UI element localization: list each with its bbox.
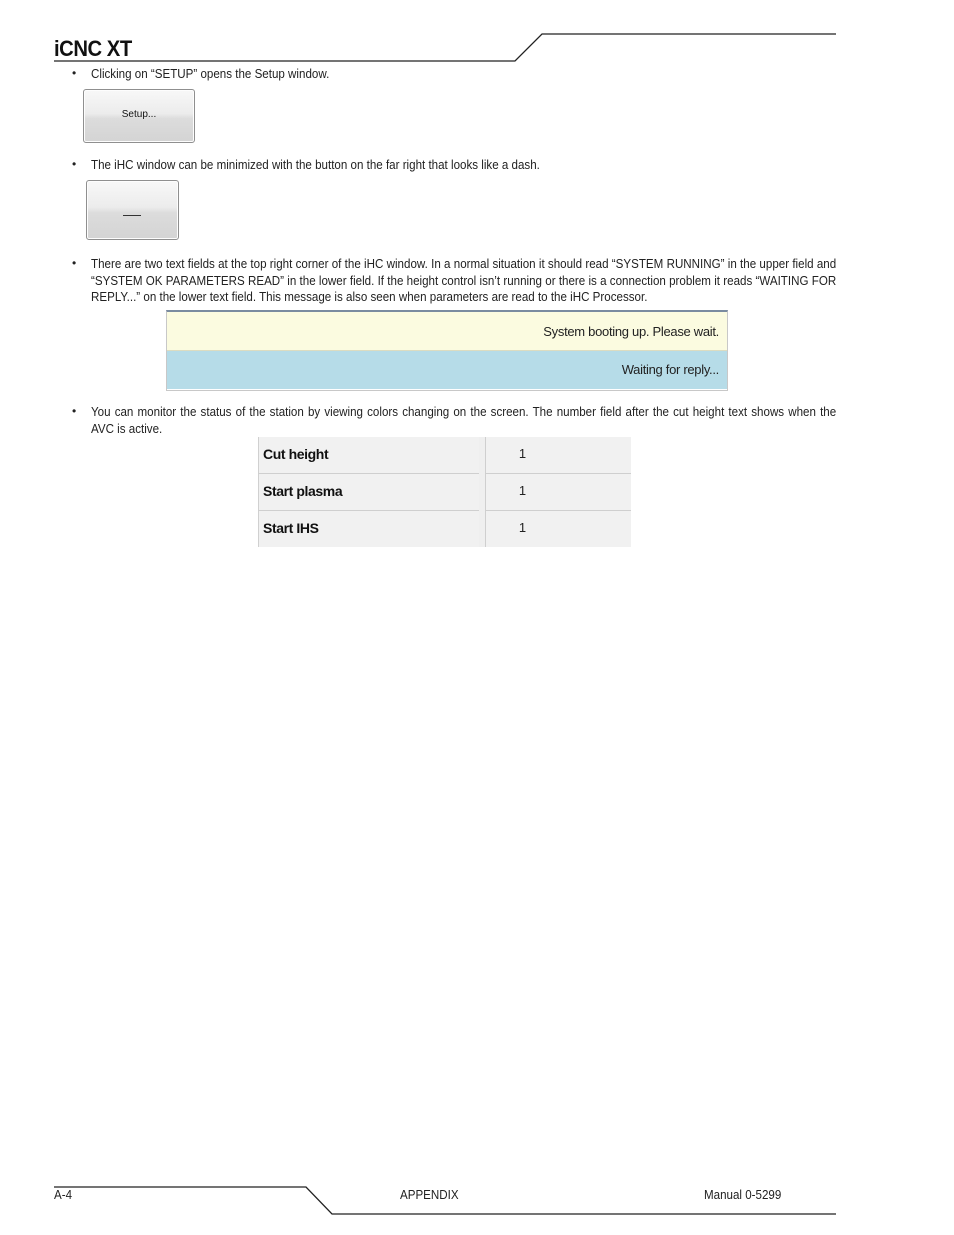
bullet-marker: •: [72, 157, 77, 171]
bullet-text-monitor: You can monitor the status of the station by viewing colors changing on the screen. The number field after the cut height text shows when the AVC is active.: [91, 405, 837, 436]
cut-height-label: Cut height: [263, 446, 329, 462]
bullet-text-setup: Clicking on “SETUP” opens the Setup window.: [91, 67, 330, 81]
table-row-label-cell: [258, 474, 479, 511]
document-title: iCNC XT: [54, 36, 132, 61]
minimize-button[interactable]: [86, 180, 179, 240]
bullet-marker: •: [72, 404, 77, 418]
station-status-table: [258, 437, 630, 547]
status-upper-text: System booting up. Please wait.: [543, 324, 719, 339]
bullet-text-status-fields: There are two text fields at the top right corner of the iHC window. In a normal situation it should read “SYSTEM RUNNING” in the upper field and “SYSTEM OK PARAMETERS READ” in the lower field. If the height control isn’t running or there is a connection problem it reads “WAITING FOR REPLY...” on the lower text field. This message is also seen when parameters are read to the iHC Processor.: [91, 257, 837, 304]
table-row-value-cell: [485, 437, 631, 474]
table-row-value-cell: [485, 511, 631, 547]
start-plasma-value: 1: [518, 483, 527, 498]
status-upper-field: [167, 312, 727, 351]
start-ihs-label: Start IHS: [263, 520, 319, 536]
footer-section: APPENDIX: [400, 1188, 459, 1202]
table-row-label-cell: [258, 437, 479, 474]
footer-manual-number: Manual 0-5299: [704, 1188, 782, 1202]
bullet-marker: •: [72, 66, 77, 80]
bullet-marker: •: [72, 256, 77, 270]
cut-height-value: 1: [518, 446, 527, 461]
status-lower-field: [167, 351, 727, 389]
status-lower-text: Waiting for reply...: [621, 362, 719, 377]
status-text-fields: [166, 310, 728, 391]
table-row-value-cell: [485, 474, 631, 511]
start-plasma-label: Start plasma: [263, 483, 343, 499]
setup-button[interactable]: [83, 89, 195, 143]
start-ihs-value: 1: [518, 520, 527, 535]
footer-page-number: A-4: [54, 1188, 73, 1202]
setup-button-label: Setup...: [121, 109, 157, 120]
bullet-text-minimize: The iHC window can be minimized with the button on the far right that looks like a dash.: [91, 158, 540, 172]
dash-icon: [123, 215, 141, 216]
table-row-label-cell: [258, 511, 479, 547]
